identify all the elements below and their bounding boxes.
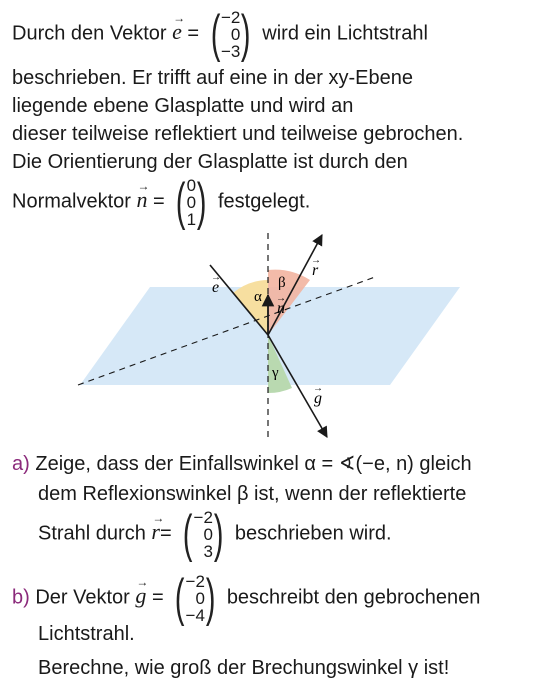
part-a-line-2: dem Reflexionswinkel β ist, wenn der reflektierte bbox=[38, 483, 467, 505]
label-g: g bbox=[314, 390, 322, 407]
part-a-text: Strahl durch bbox=[38, 522, 146, 545]
intro-line-6: Normalvektor → n = ( 0 0 1 ) festgelegt. bbox=[12, 176, 310, 228]
vector-e-z: −3 bbox=[220, 41, 241, 61]
part-b-line-3: Berechne, wie groß der Brechungswinkel γ ist! bbox=[38, 657, 450, 679]
part-b-text: beschreibt den gebrochenen bbox=[226, 586, 481, 609]
intro-line-5: Die Orientierung der Glasplatte ist durch den bbox=[12, 151, 408, 173]
part-a-text: beschrieben wird. bbox=[234, 522, 392, 545]
label-e-arrow: → bbox=[211, 272, 221, 283]
label-r-arrow: → bbox=[311, 255, 321, 266]
intro-text: wird ein Lichtstrahl bbox=[262, 22, 428, 45]
vector-n-y: 0 bbox=[186, 192, 197, 212]
part-b-line-1: b) Der Vektor → g = ( −2 0 −4 ) beschreibt den gebrochenen bbox=[12, 572, 480, 624]
label-gamma: γ bbox=[272, 365, 279, 381]
label-e: e bbox=[212, 279, 220, 296]
vector-n-matrix: ( 0 0 1 ) bbox=[176, 173, 207, 231]
part-a-line-3: Strahl durch → r= ( −2 0 3 ) beschrieben wird. bbox=[38, 508, 392, 560]
vector-g-y: 0 bbox=[195, 588, 205, 608]
label-g-arrow: → bbox=[313, 383, 323, 394]
intro-line-3: liegende ebene Glasplatte und wird an bbox=[12, 95, 354, 117]
part-a-text: Zeige, dass der Einfallswinkel α = ∢(−e, n) gleich bbox=[35, 453, 472, 475]
part-b-line-2: Lichtstrahl. bbox=[38, 623, 135, 645]
refraction-diagram bbox=[70, 225, 470, 440]
intro-line-2: beschrieben. Er trifft auf eine in der xy-Ebene bbox=[12, 67, 413, 89]
intro-text: Durch den Vektor bbox=[12, 22, 167, 45]
intro-line-4: dieser teilweise reflektiert und teilweise gebrochen. bbox=[12, 123, 464, 145]
label-r: r bbox=[312, 262, 319, 279]
vector-r-y: 0 bbox=[203, 524, 213, 544]
label-beta: β bbox=[278, 275, 286, 291]
vector-r-matrix: ( −2 0 3 ) bbox=[183, 505, 224, 563]
part-b-text: Der Vektor bbox=[35, 586, 130, 609]
part-b-label: b) bbox=[12, 586, 30, 609]
vector-e-symbol: → e bbox=[172, 20, 182, 44]
vector-g-symbol: → g bbox=[135, 584, 146, 608]
vector-e-matrix: ( −2 0 −3 ) bbox=[210, 5, 251, 63]
part-a-line-1 bbox=[12, 452, 472, 476]
vector-n-z: 1 bbox=[186, 209, 197, 229]
vector-e-y: 0 bbox=[230, 24, 241, 44]
intro-text: Normalvektor bbox=[12, 190, 131, 213]
vector-r-x: −2 bbox=[193, 507, 213, 527]
vector-r-z: 3 bbox=[203, 541, 213, 561]
vector-n-symbol: → n bbox=[136, 188, 147, 212]
vector-e-x: −2 bbox=[220, 7, 241, 27]
part-a-label: a) bbox=[12, 453, 30, 475]
intro-line-1: Durch den Vektor → e = ( −2 0 −3 ) wird ein Lichtstrahl bbox=[12, 8, 428, 60]
vector-r-symbol: → r bbox=[151, 520, 160, 544]
label-alpha: α bbox=[254, 289, 262, 305]
vector-g-x: −2 bbox=[185, 571, 205, 591]
vector-g-z: −4 bbox=[185, 605, 205, 625]
label-n: n bbox=[277, 300, 285, 317]
label-n-arrow: → bbox=[276, 293, 286, 304]
vector-g-matrix: ( −2 0 −4 ) bbox=[175, 569, 216, 627]
vector-n-x: 0 bbox=[186, 175, 197, 195]
intro-text: festgelegt. bbox=[217, 190, 311, 213]
